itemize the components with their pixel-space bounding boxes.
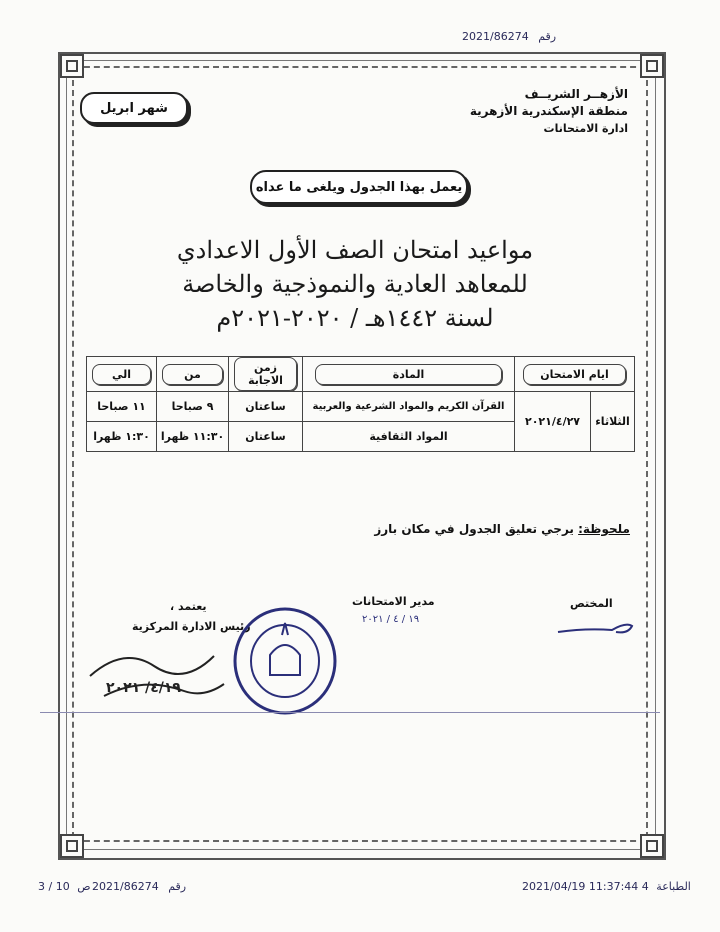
header-from: من — [162, 364, 223, 385]
table-row — [87, 392, 635, 422]
notice-box: يعمل بهذا الجدول ويلغى ما عداه — [250, 170, 468, 204]
frame-corner-ornament — [60, 834, 84, 858]
duration-cell: ساعتان — [229, 422, 303, 452]
subject-cell: القرآن الكريم والمواد الشرعية والعربية — [303, 392, 515, 422]
footer-ref-label: رقم — [168, 880, 187, 893]
specialist-signature — [556, 612, 636, 642]
official-stamp — [230, 605, 340, 717]
frame-corner-ornament — [60, 54, 84, 78]
print-datetime: 2021/04/19 11:37:44 ‎4 — [522, 880, 649, 893]
header-line-azhar: الأزهــر الشريــف — [524, 87, 628, 101]
frame-dash-bottom — [74, 840, 646, 842]
note-text: يرجي تعليق الجدول في مكان بارز — [374, 522, 574, 536]
note-line — [374, 522, 630, 536]
top-reference-number: 2021/86274 — [462, 30, 529, 43]
duration-cell: ساعتان — [229, 392, 303, 422]
exams-director-signature: ١٩ / ٤ / ٢٠٢١ — [362, 614, 420, 625]
frame-corner-ornament — [640, 834, 664, 858]
to-cell: ١١ صباحا — [87, 392, 157, 422]
header-duration: زمن الاجابة — [234, 357, 296, 391]
frame-dash-top — [74, 66, 646, 68]
header-subject: المادة — [315, 364, 502, 385]
print-label: الطباعة — [656, 880, 691, 893]
exams-director-label: مدير الامتحانات — [352, 595, 435, 608]
exam-day: الثلاثاء — [591, 392, 635, 452]
to-cell: ١:٣٠ ظهرا — [87, 422, 157, 452]
title-line-1: مواعيد امتحان الصف الأول الاعدادي — [176, 236, 534, 264]
from-cell: ٩ صباحا — [157, 392, 229, 422]
specialist-label: المختص — [570, 597, 613, 610]
from-cell: ١١:٣٠ ظهرا — [157, 422, 229, 452]
page-label: ص — [77, 880, 91, 893]
frame-corner-ornament — [640, 54, 664, 78]
top-reference — [462, 30, 556, 43]
header-to: الي — [92, 364, 151, 385]
frame-dash-left — [72, 70, 74, 838]
exam-schedule-table — [86, 356, 635, 452]
scan-line — [40, 712, 660, 713]
head-date-handwritten: ٤/١٩/ ٢٠٢١ — [106, 680, 181, 696]
header-exam-days: ايام الامتحان — [523, 364, 627, 385]
header-line-exams-admin: ادارة الامتحانات — [543, 122, 628, 135]
approval-label: يعتمد ، — [170, 600, 207, 613]
page-value: 3 / 10 — [38, 880, 70, 893]
title-line-2: للمعاهد العادية والنموذجية والخاصة — [182, 270, 528, 298]
subject-cell: المواد الثقافية — [303, 422, 515, 452]
institution-header — [428, 86, 628, 137]
print-stamp — [522, 880, 691, 893]
central-admin-head-label: رئيس الادارة المركزية — [132, 620, 251, 633]
note-label: ملحوظة: — [578, 522, 630, 536]
top-reference-label: رقم — [538, 30, 557, 43]
footer-ref-number: 2021/86274 — [92, 880, 159, 893]
footer-reference — [92, 880, 186, 893]
frame-dash-right — [646, 70, 648, 838]
header-line-region: منطقة الإسكندرية الأزهرية — [469, 104, 628, 118]
title-line-3: لسنة ١٤٤٢هـ / ٢٠٢٠-٢٠٢١م — [216, 304, 494, 332]
table-header-row — [87, 357, 635, 392]
page-indicator — [38, 880, 91, 893]
exam-date: ٢٠٢١/٤/٢٧ — [515, 392, 591, 452]
month-box: شهر ابريل — [80, 92, 188, 124]
